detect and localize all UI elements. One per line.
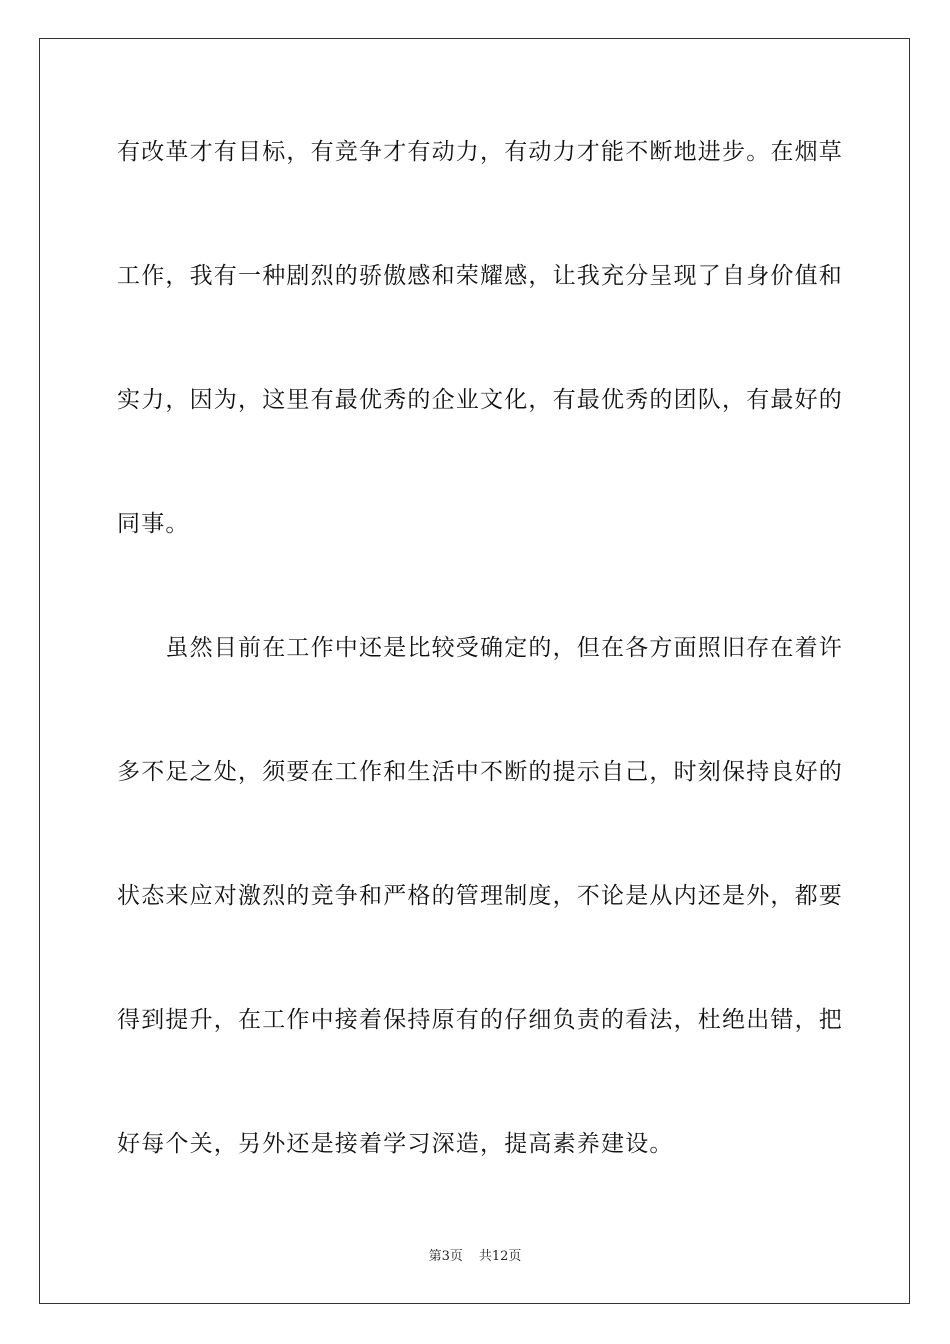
page-total: 共12页 — [478, 1249, 522, 1264]
text-line-7: 状态来应对激烈的竞争和严格的管理制度，不论是从内还是外，都要 — [117, 883, 843, 909]
page-footer — [0, 1248, 950, 1266]
text-line-6: 多不足之处，须要在工作和生活中不断的提示自己，时刻保持良好的 — [117, 759, 843, 785]
page-number: 第3页 — [428, 1249, 463, 1264]
page-border — [39, 38, 910, 1304]
text-line-4: 同事。 — [117, 511, 190, 537]
text-line-3: 实力，因为，这里有最优秀的企业文化，有最优秀的团队，有最好的 — [117, 387, 843, 413]
text-line-8: 得到提升，在工作中接着保持原有的仔细负责的看法，杜绝出错，把 — [117, 1007, 843, 1033]
text-line-9: 好每个关，另外还是接着学习深造，提高素养建设。 — [117, 1131, 674, 1157]
text-line-1: 有改革才有目标，有竞争才有动力，有动力才能不断地进步。在烟草 — [117, 139, 843, 165]
text-line-5: 虽然目前在工作中还是比较受确定的，但在各方面照旧存在着许 — [117, 635, 843, 661]
text-line-2: 工作，我有一种剧烈的骄傲感和荣耀感，让我充分呈现了自身价值和 — [117, 263, 843, 289]
